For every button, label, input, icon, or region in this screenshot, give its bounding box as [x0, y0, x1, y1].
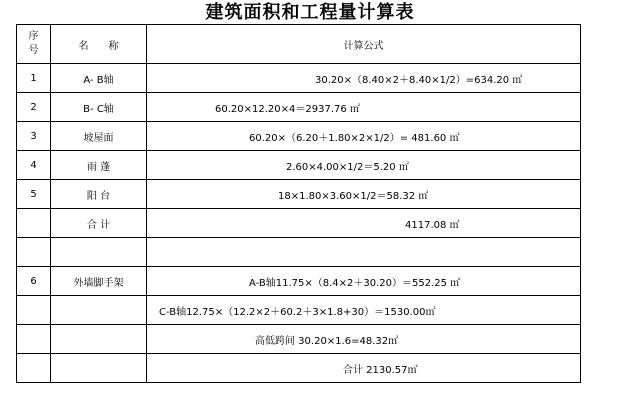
row-name: 合 计	[51, 209, 147, 238]
row-no	[17, 209, 51, 238]
calculation-table	[16, 24, 581, 383]
row-formula	[147, 238, 581, 267]
row-formula-text: 18×1.80×3.60×1/2＝58.32 ㎡	[278, 190, 429, 202]
row-no: 1	[17, 64, 51, 93]
row-name	[51, 354, 147, 383]
row-formula-text: 2.60×4.00×1/2＝5.20 ㎡	[286, 161, 409, 173]
row-formula-text: 60.20×（6.20＋1.80×2×1/2）= 481.60 ㎡	[249, 132, 460, 144]
row-formula	[147, 151, 581, 180]
table-row	[17, 93, 581, 122]
row-formula	[147, 325, 581, 354]
header-no-line1: 序	[28, 31, 39, 42]
row-formula	[147, 296, 581, 325]
row-name: 雨 蓬	[51, 151, 147, 180]
row-no: 3	[17, 122, 51, 151]
row-formula	[147, 354, 581, 383]
row-formula	[147, 64, 581, 93]
table-row	[17, 354, 581, 383]
header-no-line2: 号	[28, 45, 39, 56]
row-no	[17, 238, 51, 267]
row-no: 6	[17, 267, 51, 296]
row-name: A- B轴	[51, 64, 147, 93]
row-name	[51, 238, 147, 267]
table-row	[17, 180, 581, 209]
table-row	[17, 267, 581, 296]
table-header-row	[17, 25, 581, 64]
row-formula-text: 高低跨间 30.20×1.6=48.32㎡	[255, 335, 399, 347]
table-row	[17, 209, 581, 238]
row-formula-text: A-B轴11.75×（8.4×2＋30.20）＝552.25 ㎡	[249, 277, 461, 289]
table-row	[17, 64, 581, 93]
row-no	[17, 354, 51, 383]
row-no	[17, 325, 51, 354]
row-formula	[147, 122, 581, 151]
row-name	[51, 296, 147, 325]
header-no	[17, 25, 51, 64]
row-formula	[147, 209, 581, 238]
table-row	[17, 296, 581, 325]
row-formula-text: C-B轴12.75×（12.2×2＋60.2＋3×1.8+30）＝1530.00㎡	[159, 306, 436, 318]
table-row	[17, 122, 581, 151]
header-name: 名 称	[51, 25, 147, 64]
row-formula-text: 30.20×（8.40×2＋8.40×1/2）=634.20 ㎡	[315, 74, 523, 86]
row-name: 坡屋面	[51, 122, 147, 151]
row-formula-text: 合计 2130.57㎡	[343, 364, 418, 376]
row-formula-text: 4117.08 ㎡	[405, 219, 460, 231]
row-formula	[147, 93, 581, 122]
row-no: 5	[17, 180, 51, 209]
row-name	[51, 325, 147, 354]
row-no: 2	[17, 93, 51, 122]
row-formula-text: 60.20×12.20×4＝2937.76 ㎡	[215, 103, 360, 115]
page-title: 建筑面积和工程量计算表	[205, 2, 415, 23]
table-row	[17, 151, 581, 180]
row-formula	[147, 267, 581, 296]
row-name: 外墙脚手架	[51, 267, 147, 296]
table-row	[17, 325, 581, 354]
row-name: 阳 台	[51, 180, 147, 209]
table-row	[17, 238, 581, 267]
header-formula: 计算公式	[147, 25, 581, 64]
row-no: 4	[17, 151, 51, 180]
row-no	[17, 296, 51, 325]
row-formula	[147, 180, 581, 209]
row-name: B- C轴	[51, 93, 147, 122]
